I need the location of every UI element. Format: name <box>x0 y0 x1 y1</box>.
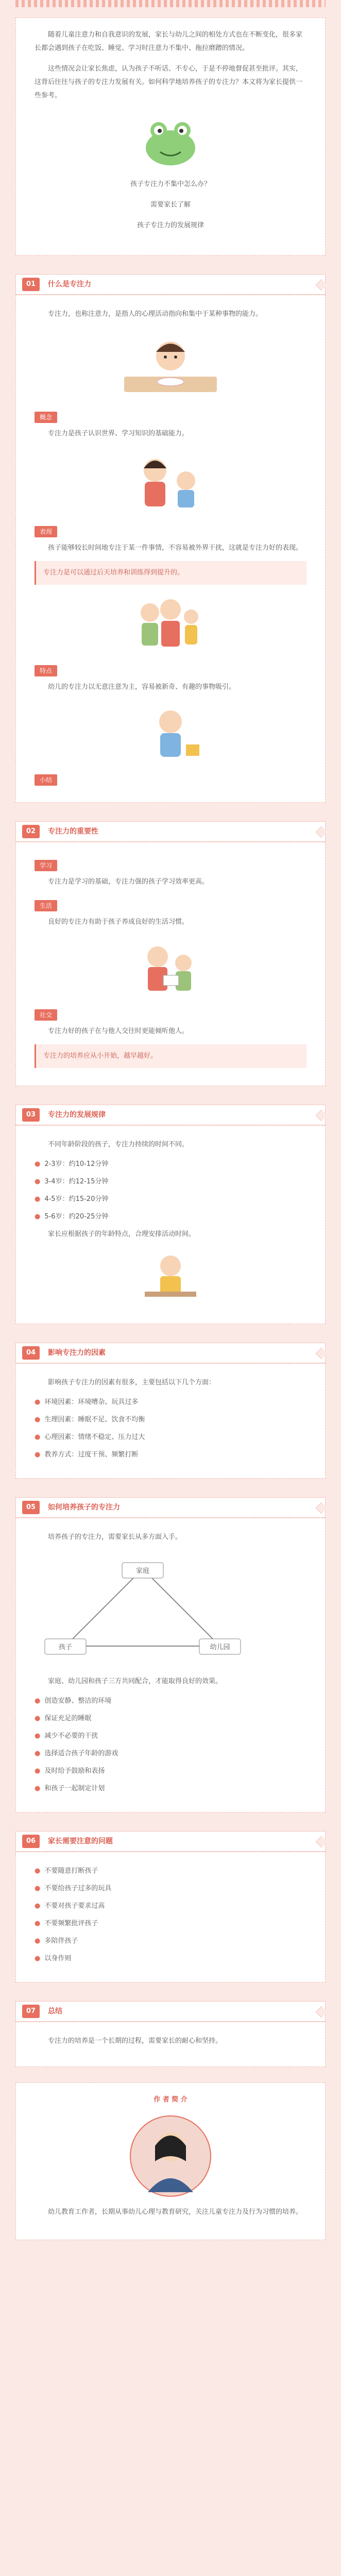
header-tail-decoration <box>316 1502 328 1514</box>
intro-card <box>15 18 326 256</box>
list-item-text: 教养方式：过度干预、频繁打断 <box>44 1451 139 1459</box>
bullet-icon: ● <box>35 1732 41 1740</box>
intro-caption: 孩子专注力不集中怎么办？ <box>130 180 211 188</box>
list-item <box>35 1448 306 1462</box>
section-tag: 社交 <box>35 1009 57 1021</box>
section-number: 06 <box>22 1835 40 1848</box>
list-item-text: 及时给予鼓励和表扬 <box>44 1767 105 1775</box>
intro-caption: 孩子专注力的发展规律 <box>137 222 204 229</box>
section-tag: 特点 <box>35 665 57 676</box>
list-item-text: 保证充足的睡眠 <box>44 1715 92 1722</box>
section-header <box>15 2001 326 2022</box>
intro-caption: 需要家长了解 <box>150 201 191 209</box>
list-item-text: 心理因素：情绪不稳定、压力过大 <box>44 1433 145 1441</box>
quote-box: 专注力是可以通过后天培养和训练得到提升的。 <box>35 561 306 585</box>
section-header <box>15 821 326 842</box>
section-body <box>15 1852 326 1982</box>
list-item <box>35 1917 306 1930</box>
section-body <box>15 295 326 803</box>
list-item-text: 不要频繁批评孩子 <box>44 1920 98 1927</box>
list-item-text: 不要对孩子要求过高 <box>44 1902 105 1910</box>
list-item <box>35 1193 306 1206</box>
header-tail-decoration <box>316 1836 328 1848</box>
list-item-text: 和孩子一起制定计划 <box>44 1785 105 1792</box>
section-title: 家长需要注意的问题 <box>48 1837 113 1845</box>
bullet-icon: ● <box>35 1785 41 1792</box>
section-paragraph: 专注力是学习的基础，专注力强的孩子学习效率更高。 <box>48 878 209 886</box>
section-paragraph: 专注力，也称注意力，是指人的心理活动指向和集中于某种事物的能力。 <box>48 310 263 318</box>
author-heading: 作 者 简 介 <box>154 2096 187 2104</box>
section-body <box>15 842 326 1086</box>
bullet-icon: ● <box>35 1937 41 1945</box>
author-card <box>15 2082 326 2240</box>
section-paragraph: 培养孩子的专注力，需要家长从多方面入手。 <box>48 1533 182 1541</box>
bullet-icon: ● <box>35 1398 41 1406</box>
diagram-node-top: 家庭 <box>135 1567 150 1575</box>
section-body <box>15 2022 326 2067</box>
child-drawing-illustration <box>134 1250 207 1302</box>
section-number: 04 <box>22 1346 40 1360</box>
section-paragraph: 不同年龄阶段的孩子，专注力持续的时间不同。 <box>48 1141 189 1148</box>
section-title: 专注力的重要性 <box>48 827 98 836</box>
bullet-icon: ● <box>35 1955 41 1962</box>
section-paragraph: 专注力是孩子认识世界、学习知识的基础能力。 <box>48 430 189 437</box>
section-tag: 生活 <box>35 900 57 911</box>
bullet-icon: ● <box>35 1902 41 1910</box>
frog-illustration <box>137 112 204 168</box>
section-paragraph: 幼儿的专注力以无意注意为主，容易被新奇、有趣的事物吸引。 <box>48 683 236 691</box>
top-decoration <box>15 0 326 7</box>
bullet-icon: ● <box>35 1416 41 1423</box>
list-item <box>35 1782 306 1795</box>
list-item-text: 4-5岁：约15-20分钟 <box>44 1195 109 1203</box>
list-item <box>35 1175 306 1189</box>
bullet-icon: ● <box>35 1160 41 1168</box>
section-number: 05 <box>22 1501 40 1514</box>
list-item-text: 环境因素：环境嘈杂、玩具过多 <box>44 1398 139 1406</box>
bullet-icon: ● <box>35 1867 41 1875</box>
list-item-text: 以身作则 <box>44 1955 72 1962</box>
section-paragraph: 家庭、幼儿园和孩子三方共同配合，才能取得良好的效果。 <box>48 1677 223 1685</box>
list-item <box>35 1396 306 1409</box>
list-item <box>35 1158 306 1171</box>
bullet-icon: ● <box>35 1195 41 1203</box>
child-eating-illustration <box>119 330 222 397</box>
section-paragraph: 专注力好的孩子在与他人交往时更能倾听他人。 <box>48 1027 189 1035</box>
bullet-icon: ● <box>35 1920 41 1927</box>
bullet-icon: ● <box>35 1715 41 1722</box>
family-illustration <box>124 594 217 651</box>
list-item-text: 多陪伴孩子 <box>44 1937 78 1945</box>
section-tag: 小结 <box>35 774 57 786</box>
list-item <box>35 1952 306 1965</box>
section-title: 什么是专注力 <box>48 280 91 289</box>
list-item <box>35 1210 306 1224</box>
child-playing-illustration <box>129 703 212 760</box>
list-item <box>35 1765 306 1778</box>
bullet-icon: ● <box>35 1697 41 1705</box>
list-item <box>35 1865 306 1878</box>
section-number: 07 <box>22 2005 40 2018</box>
list-item-text: 不要给孩子过多的玩具 <box>44 1885 112 1892</box>
relationship-diagram <box>35 1558 251 1662</box>
section-title: 总结 <box>48 2007 62 2015</box>
intro-paragraph: 随着儿童注意力和自我意识的发展，家长与幼儿之间的相处方式也在不断变化，很多家长都会遇到孩子在吃饭、睡觉、学习时注意力不集中、拖拉磨蹭的情况。 <box>35 31 303 52</box>
list-item-text: 2-3岁：约10-12分钟 <box>44 1160 109 1168</box>
bullet-icon: ● <box>35 1767 41 1775</box>
avatar-wrap <box>35 2115 306 2197</box>
section-tag: 概念 <box>35 412 57 423</box>
list-item-text: 生理因素：睡眠不足、饮食不均衡 <box>44 1416 145 1423</box>
mother-child-reading-illustration <box>129 938 212 995</box>
list-item <box>35 1694 306 1708</box>
section-header <box>15 1831 326 1852</box>
author-bio: 幼儿教育工作者，长期从事幼儿心理与教育研究，关注儿童专注力及行为习惯的培养。 <box>48 2208 303 2216</box>
section-paragraph: 专注力的培养是一个长期的过程，需要家长的耐心和坚持。 <box>48 2037 223 2045</box>
header-tail-decoration <box>316 279 328 291</box>
list-item-text: 创造安静、整洁的环境 <box>44 1697 112 1705</box>
section-paragraph: 家长应根据孩子的年龄特点，合理安排活动时间。 <box>48 1230 196 1238</box>
section-number: 03 <box>22 1108 40 1122</box>
section-paragraph: 良好的专注力有助于孩子养成良好的生活习惯。 <box>48 918 189 926</box>
section-header <box>15 1497 326 1518</box>
list-item-text: 3-4岁：约12-15分钟 <box>44 1178 109 1185</box>
list-item-text: 5-6岁：约20-25分钟 <box>44 1213 109 1221</box>
avatar <box>129 2115 212 2197</box>
list-item-text: 选择适合孩子年龄的游戏 <box>44 1750 118 1757</box>
header-tail-decoration <box>316 1110 328 1122</box>
diagram-node-right: 幼儿园 <box>210 1643 230 1651</box>
bullet-icon: ● <box>35 1885 41 1892</box>
header-tail-decoration <box>316 1348 328 1360</box>
bullet-icon: ● <box>35 1433 41 1441</box>
list-item <box>35 1431 306 1444</box>
intro-paragraph: 这些情况会让家长焦虑，认为孩子不听话、不专心，于是不停地督促甚至批评。其实，这背后往往与孩子的专注力发展有关。如何科学地培养孩子的专注力？本文将为家长提供一些参考。 <box>35 65 303 99</box>
list-item <box>35 1712 306 1725</box>
diagram-node-left: 孩子 <box>58 1643 73 1651</box>
list-item <box>35 1747 306 1760</box>
list-item <box>35 1900 306 1913</box>
list-item <box>35 1882 306 1895</box>
section-body <box>15 1363 326 1479</box>
section-title: 专注力的发展规律 <box>48 1111 106 1119</box>
list-item <box>35 1413 306 1427</box>
section-body <box>15 1125 326 1324</box>
section-number: 02 <box>22 825 40 838</box>
section-paragraph: 孩子能够较长时间地专注于某一件事情，不容易被外界干扰，这就是专注力好的表现。 <box>48 544 303 552</box>
mother-child-illustration <box>124 450 217 512</box>
section-number: 01 <box>22 278 40 291</box>
quote-box: 专注力的培养应从小开始，越早越好。 <box>35 1044 306 1068</box>
list-item-text: 不要随意打断孩子 <box>44 1867 98 1875</box>
section-body <box>15 1518 326 1812</box>
section-title: 影响专注力的因素 <box>48 1349 106 1357</box>
section-header <box>15 1105 326 1125</box>
bullet-icon: ● <box>35 1750 41 1757</box>
section-title: 如何培养孩子的专注力 <box>48 1503 120 1512</box>
list-item <box>35 1935 306 1948</box>
header-tail-decoration <box>316 826 328 838</box>
section-header <box>15 1343 326 1363</box>
section-paragraph: 影响孩子专注力的因素有很多，主要包括以下几个方面： <box>48 1379 216 1386</box>
section-tag: 表现 <box>35 526 57 537</box>
bullet-icon: ● <box>35 1451 41 1459</box>
bullet-icon: ● <box>35 1213 41 1221</box>
section-tag: 学习 <box>35 860 57 871</box>
header-tail-decoration <box>316 2006 328 2018</box>
section-header <box>15 274 326 295</box>
bullet-icon: ● <box>35 1178 41 1185</box>
list-item <box>35 1730 306 1743</box>
list-item-text: 减少不必要的干扰 <box>44 1732 98 1740</box>
